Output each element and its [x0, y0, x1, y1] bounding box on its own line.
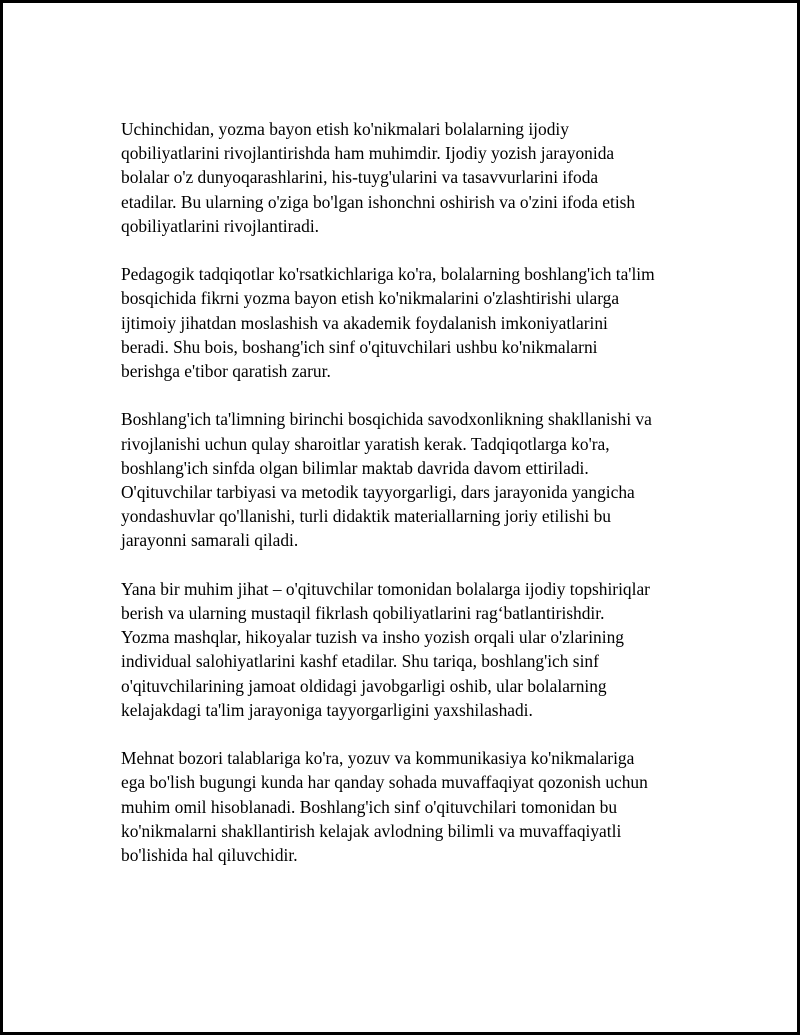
paragraph-line: Mehnat bozori talablariga ko'ra, yozuv va kommunikasiya ko'nikmalariga	[121, 748, 635, 769]
paragraph-line: jarayonni samarali qiladi.	[121, 530, 299, 551]
paragraph-line: Yozma mashqlar, hikoyalar tuzish va insho yozish orqali ular o'zlarining	[121, 627, 624, 648]
paragraph-line: berish va ularning mustaqil fikrlash qobiliyatlarini rag‘batlantirishdir.	[121, 603, 605, 624]
paragraph-line: individual salohiyatlarini kashf etadilar. Shu tariqa, boshlang'ich sinf	[121, 651, 599, 672]
paragraph-line: berishga e'tibor qaratish zarur.	[121, 361, 331, 382]
paragraph-line: muhim omil hisoblanadi. Boshlang'ich sinf o'qituvchilari tomonidan bu	[121, 796, 618, 817]
paragraph-line: ega bo'lish bugungi kunda har qanday sohada muvaffaqiyat qozonish uchun	[121, 772, 648, 793]
paragraph-line: yondashuvlar qo'llanishi, turli didaktik materiallarning joriy etilishi bu	[121, 506, 611, 527]
paragraph-line: kelajakdagi ta'lim jarayoniga tayyorgarligini yaxshilashadi.	[121, 699, 533, 720]
paragraph-line: ijtimoiy jihatdan moslashish va akademik foydalanish imkoniyatlarini	[121, 312, 608, 333]
paragraph-line: bosqichida fikrni yozma bayon etish ko'nikmalarini o'zlashtirishi ularga	[121, 288, 620, 309]
paragraph-line: o'qituvchilarining jamoat oldidagi javobgarligi oshib, ular bolalarning	[121, 675, 607, 696]
document-body	[121, 117, 721, 891]
paragraph-line: Yana bir muhim jihat – o'qituvchilar tomonidan bolalarga ijodiy topshiriqlar	[121, 578, 650, 599]
paragraph-line: bo'lishida hal qiluvchidir.	[121, 845, 298, 866]
paragraph-line: Pedagogik tadqiqotlar ko'rsatkichlariga ko'ra, bolalarning boshlang'ich ta'lim	[121, 264, 655, 285]
paragraph-line: qobiliyatlarini rivojlantiradi.	[121, 215, 320, 236]
paragraph-4	[121, 577, 721, 722]
paragraph-line: bolalar o'z dunyoqarashlarini, his-tuyg'ularini va tasavvurlarini ifoda	[121, 167, 599, 188]
paragraph-line: rivojlanishi uchun qulay sharoitlar yaratish kerak. Tadqiqotlarga ko'ra,	[121, 433, 610, 454]
paragraph-line: etadilar. Bu ularning o'ziga bo'lgan ishonchni oshirish va o'zini ifoda etish	[121, 191, 636, 212]
paragraph-line: O'qituvchilar tarbiyasi va metodik tayyorgarligi, dars jarayonida yangicha	[121, 482, 635, 503]
paragraph-1	[121, 117, 721, 238]
paragraph-5	[121, 746, 721, 867]
paragraph-line: boshlang'ich sinfda olgan bilimlar maktab davrida davom ettiriladi.	[121, 457, 589, 478]
paragraph-2	[121, 262, 721, 383]
paragraph-3	[121, 407, 721, 552]
paragraph-line: qobiliyatlarini rivojlantirishda ham muhimdir. Ijodiy yozish jarayonida	[121, 143, 615, 164]
paragraph-line: beradi. Shu bois, boshang'ich sinf o'qituvchilari ushbu ko'nikmalarni	[121, 336, 598, 357]
paragraph-line: ko'nikmalarni shakllantirish kelajak avlodning bilimli va muvaffaqiyatli	[121, 820, 622, 841]
paragraph-line: Boshlang'ich ta'limning birinchi bosqichida savodxonlikning shakllanishi va	[121, 409, 652, 430]
paragraph-line: Uchinchidan, yozma bayon etish ko'nikmalari bolalarning ijodiy	[121, 119, 569, 139]
